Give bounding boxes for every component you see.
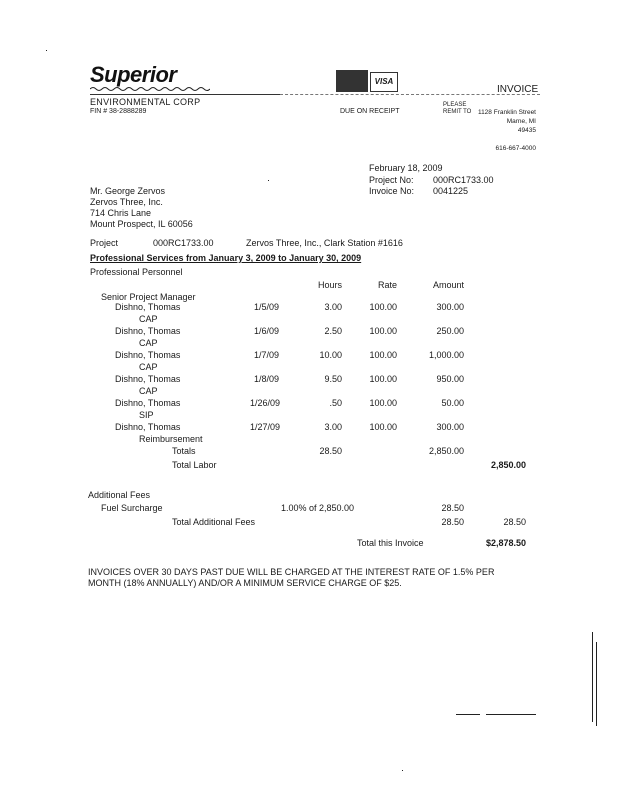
remit-label-1: PLEASE: [443, 102, 467, 108]
bill-to-name: Mr. George Zervos: [90, 186, 166, 196]
scan-edge-mark: [596, 642, 597, 726]
scan-dot-mark: [402, 770, 403, 771]
row-name: Dishno, Thomas: [115, 326, 181, 336]
invoice-no-label: Invoice No:: [369, 186, 415, 196]
row-amount: 50.00: [441, 398, 464, 408]
row-hours: 9.50: [324, 374, 342, 384]
totals-hours: 28.50: [319, 446, 342, 456]
fuel-surcharge-label: Fuel Surcharge: [101, 503, 163, 513]
invoice-title: INVOICE: [497, 84, 539, 95]
logo-wave-icon: [90, 86, 210, 92]
remit-address-3: 49435: [517, 127, 536, 134]
remit-address-2: Marne, MI: [506, 118, 536, 125]
credit-card-icon: [336, 70, 368, 92]
scan-edge-mark: [592, 632, 593, 722]
remit-address-1: 1128 Franklin Street: [477, 109, 536, 116]
project-number: 000RC1733.00: [153, 238, 214, 248]
row-date: 1/8/09: [254, 374, 280, 384]
notice-line-1: INVOICES OVER 30 DAYS PAST DUE WILL BE CHARGED AT THE INTEREST RATE OF 1.5% PER: [88, 567, 495, 577]
row-amount: 250.00: [436, 326, 464, 336]
company-logo: Superior: [90, 62, 177, 87]
invoice-total-amount: $2,878.50: [485, 538, 526, 548]
row-rate: 100.00: [369, 350, 397, 360]
totals-label: Totals: [172, 446, 196, 456]
invoice-total-label: Total this Invoice: [357, 538, 424, 548]
row-name: Dishno, Thomas: [115, 422, 181, 432]
row-code: SIP: [139, 410, 154, 420]
fein-number: FIN # 38-2888289: [90, 108, 147, 115]
project-no-label: Project No:: [369, 175, 414, 185]
row-rate: 100.00: [369, 374, 397, 384]
invoice-date: February 18, 2009: [369, 163, 443, 173]
row-name: Dishno, Thomas: [115, 302, 181, 312]
row-hours: 2.50: [324, 326, 342, 336]
bill-to-street: 714 Chris Lane: [90, 208, 152, 218]
row-code: CAP: [139, 362, 158, 372]
row-name: Dishno, Thomas: [115, 350, 181, 360]
row-code: Reimbursement: [139, 434, 203, 444]
project-label: Project: [90, 238, 119, 248]
visa-card-logo: VISA: [370, 72, 398, 92]
personnel-heading: Professional Personnel: [90, 267, 183, 277]
row-rate: 100.00: [369, 326, 397, 336]
row-name: Dishno, Thomas: [115, 374, 181, 384]
fuel-surcharge-calc: 1.00% of 2,850.00: [281, 503, 355, 513]
scan-dot-mark: [46, 50, 47, 51]
row-rate: 100.00: [369, 422, 397, 432]
row-amount: 300.00: [436, 302, 464, 312]
fuel-surcharge-amount: 28.50: [441, 503, 464, 513]
bill-to-company: Zervos Three, Inc.: [90, 197, 163, 207]
due-terms: DUE ON RECEIPT: [340, 108, 400, 115]
remit-label-2: REMIT TO: [443, 109, 472, 115]
totals-amount: 2,850.00: [428, 446, 464, 456]
row-code: CAP: [139, 386, 158, 396]
bill-to-city: Mount Prospect, IL 60056: [90, 219, 193, 229]
row-rate: 100.00: [369, 398, 397, 408]
row-date: 1/5/09: [254, 302, 280, 312]
column-rate: Rate: [377, 280, 397, 290]
row-date: 1/7/09: [254, 350, 280, 360]
scan-line-mark: [486, 714, 536, 715]
row-date: 1/27/09: [250, 422, 281, 432]
phone-number: 616-667-4000: [495, 145, 536, 152]
row-date: 1/26/09: [250, 398, 281, 408]
role-label: Senior Project Manager: [101, 292, 196, 302]
company-name: ENVIRONMENTAL CORP: [90, 97, 201, 107]
total-labor-amount: 2,850.00: [490, 460, 526, 470]
project-description: Zervos Three, Inc., Clark Station #1616: [246, 238, 403, 248]
row-date: 1/6/09: [254, 326, 280, 336]
row-name: Dishno, Thomas: [115, 398, 181, 408]
row-hours: 10.00: [319, 350, 342, 360]
invoice-no-value: 0041225: [433, 186, 469, 196]
project-no-value: 000RC1733.00: [433, 175, 494, 185]
row-amount: 1,000.00: [428, 350, 464, 360]
row-amount: 300.00: [436, 422, 464, 432]
row-code: CAP: [139, 314, 158, 324]
additional-fees-heading: Additional Fees: [88, 490, 151, 500]
services-heading: Professional Services from January 3, 2009 to January 30, 2009: [90, 253, 362, 263]
column-hours: Hours: [317, 280, 342, 290]
row-hours: .50: [329, 398, 342, 408]
total-additional-right: 28.50: [503, 517, 526, 527]
header-rule-left: [90, 94, 280, 95]
total-labor-label: Total Labor: [172, 460, 217, 470]
scan-line-mark: [456, 714, 480, 715]
column-amount: Amount: [432, 280, 464, 290]
total-additional-amount: 28.50: [441, 517, 464, 527]
row-rate: 100.00: [369, 302, 397, 312]
row-hours: 3.00: [324, 422, 342, 432]
row-hours: 3.00: [324, 302, 342, 312]
total-additional-label: Total Additional Fees: [172, 517, 256, 527]
row-amount: 950.00: [436, 374, 464, 384]
scan-dot-mark: [268, 180, 269, 181]
notice-line-2: MONTH (18% ANNUALLY) AND/OR A MINIMUM SERVICE CHARGE OF $25.: [88, 578, 402, 588]
row-code: CAP: [139, 338, 158, 348]
